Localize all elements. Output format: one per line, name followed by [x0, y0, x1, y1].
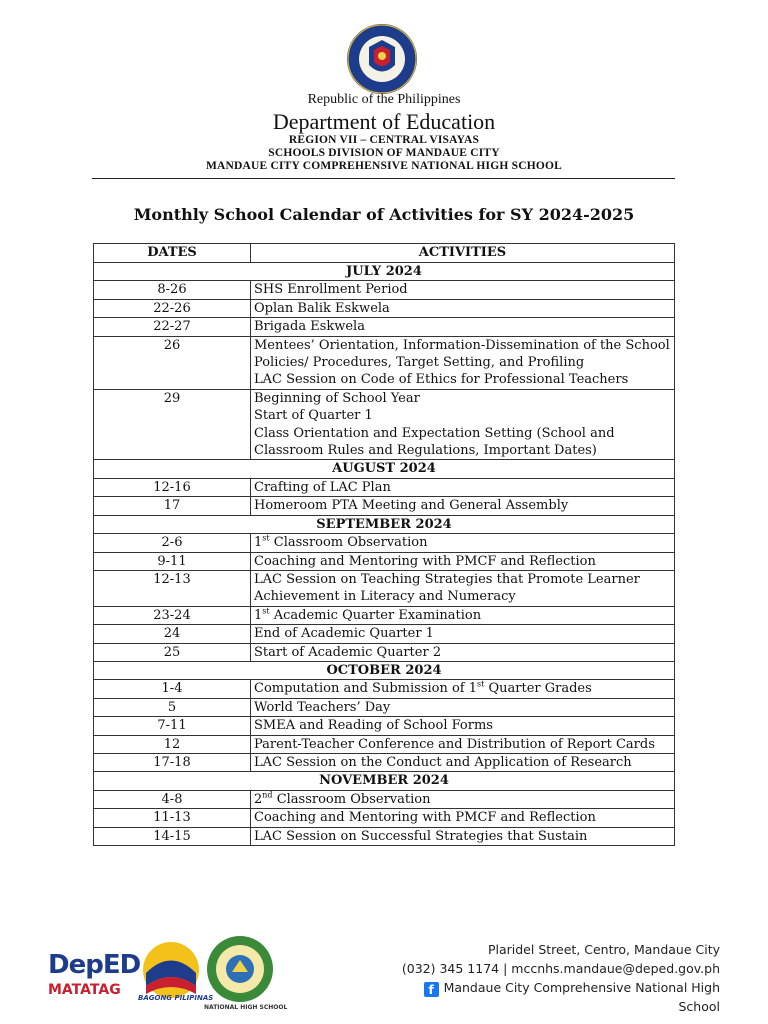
page-title: Monthly School Calendar of Activities for SY 2024-2025 — [133, 205, 635, 224]
activity-cell — [251, 698, 675, 716]
table-header-row — [94, 244, 675, 263]
activity-cell — [251, 606, 675, 624]
region-heading: REGION VII – CENTRAL VISAYAS — [288, 134, 480, 146]
date-cell: 4-8 — [94, 790, 251, 808]
month-row — [94, 263, 675, 281]
activity-line: LAC Session on Teaching Strategies that Promote Learner Achievement in Literacy and Numeracy — [254, 571, 640, 605]
table-row — [94, 534, 675, 552]
date-cell: 7-11 — [94, 717, 251, 735]
activity-cell — [251, 299, 675, 317]
deped-logo: DepED — [48, 950, 141, 980]
activity-line: Beginning of School Year — [254, 390, 420, 406]
table-row — [94, 281, 675, 299]
contact-block — [380, 940, 720, 1016]
activity-line: Start of Academic Quarter 2 — [254, 644, 442, 660]
date-cell: 8-26 — [94, 281, 251, 299]
table-row — [94, 606, 675, 624]
date-cell: 9-11 — [94, 552, 251, 570]
activity-line: Crafting of LAC Plan — [254, 479, 391, 495]
activity-line: SHS Enrollment Period — [254, 282, 408, 298]
facebook-page-text: Mandaue City Comprehensive National High School — [443, 980, 720, 1014]
table-row — [94, 336, 675, 389]
date-cell: 22-26 — [94, 299, 251, 317]
month-row — [94, 460, 675, 478]
table-row — [94, 717, 675, 735]
table-row — [94, 552, 675, 570]
date-cell: 26 — [94, 336, 251, 389]
date-cell: 12 — [94, 735, 251, 753]
activity-line: Coaching and Mentoring with PMCF and Reflection — [254, 810, 596, 826]
table-row — [94, 318, 675, 336]
department-heading: Department of Education — [272, 109, 496, 134]
activity-cell — [251, 827, 675, 845]
table-row — [94, 478, 675, 496]
date-cell: 5 — [94, 698, 251, 716]
activity-line: End of Academic Quarter 1 — [254, 626, 434, 642]
footer-logos — [42, 932, 372, 1017]
calendar-body — [94, 263, 675, 846]
activity-cell — [251, 497, 675, 515]
activity-line: Parent-Teacher Conference and Distribution of Report Cards — [254, 736, 655, 752]
activity-line: 1st Classroom Observation — [254, 533, 428, 551]
activity-line: 1st Academic Quarter Examination — [254, 606, 482, 623]
phone-email-text: (032) 345 1174 | mccnhs.mandaue@deped.gov.ph — [401, 961, 720, 976]
table-row — [94, 497, 675, 515]
month-heading: NOVEMBER 2024 — [94, 772, 675, 790]
calendar-table — [93, 243, 675, 846]
school-logo-text: NATIONAL HIGH SCHOOL — [204, 1004, 288, 1011]
activity-line: Start of Quarter 1 — [254, 408, 373, 424]
address-text: Plaridel Street, Centro, Mandaue City — [487, 942, 720, 957]
month-heading: OCTOBER 2024 — [94, 661, 675, 679]
table-row — [94, 389, 675, 460]
table-row — [94, 753, 675, 771]
table-row — [94, 698, 675, 716]
activity-line: Mentees’ Orientation, Information-Dissemination of the School Policies/ Procedures, Target Setting, and Profiling — [254, 337, 670, 371]
date-cell: 29 — [94, 389, 251, 460]
date-cell: 12-13 — [94, 570, 251, 606]
activity-cell — [251, 753, 675, 771]
activity-line: Class Orientation and Expectation Setting (School and Classroom Rules and Regulations, Important Dates) — [254, 425, 615, 459]
activity-line: LAC Session on Code of Ethics for Professional Teachers — [254, 372, 629, 388]
table-row — [94, 680, 675, 698]
activity-cell — [251, 389, 675, 460]
table-row — [94, 790, 675, 808]
table-row — [94, 827, 675, 845]
facebook-line — [380, 978, 720, 1016]
month-heading: JULY 2024 — [94, 263, 675, 281]
activity-line: Homeroom PTA Meeting and General Assembly — [254, 498, 569, 514]
activity-line: SMEA and Reading of School Forms — [254, 718, 493, 734]
facebook-icon: f — [424, 982, 439, 997]
matatag-logo: MATATAG — [48, 982, 121, 998]
table-row — [94, 299, 675, 317]
activity-line: LAC Session on the Conduct and Application of Research — [254, 754, 632, 770]
date-cell: 17 — [94, 497, 251, 515]
month-row — [94, 661, 675, 679]
activity-cell — [251, 534, 675, 552]
date-cell: 24 — [94, 625, 251, 643]
month-row — [94, 515, 675, 533]
republic-heading: Republic of the Philippines — [307, 92, 461, 107]
date-cell: 25 — [94, 643, 251, 661]
dates-column-header: DATES — [94, 244, 251, 263]
activities-column-header: ACTIVITIES — [251, 244, 675, 263]
activity-cell — [251, 735, 675, 753]
header-divider — [92, 178, 675, 179]
activity-cell — [251, 643, 675, 661]
activity-cell — [251, 809, 675, 827]
month-heading: SEPTEMBER 2024 — [94, 515, 675, 533]
division-heading: SCHOOLS DIVISION OF MANDAUE CITY — [268, 147, 500, 159]
activity-line: Coaching and Mentoring with PMCF and Reflection — [254, 553, 596, 569]
table-row — [94, 735, 675, 753]
school-logo — [205, 934, 275, 1004]
month-row — [94, 772, 675, 790]
table-row — [94, 625, 675, 643]
date-cell: 22-27 — [94, 318, 251, 336]
school-heading: MANDAUE CITY COMPREHENSIVE NATIONAL HIGH SCHOOL — [205, 160, 563, 172]
date-cell: 12-16 — [94, 478, 251, 496]
table-row — [94, 570, 675, 606]
activity-line: LAC Session on Successful Strategies that Sustain — [254, 828, 588, 844]
activity-cell — [251, 790, 675, 808]
activity-cell — [251, 478, 675, 496]
date-cell: 11-13 — [94, 809, 251, 827]
activity-cell — [251, 570, 675, 606]
activity-line: Brigada Eskwela — [254, 319, 365, 335]
activity-cell — [251, 318, 675, 336]
bagong-pilipinas-text: BAGONG PILIPINAS — [138, 994, 214, 1002]
date-cell: 2-6 — [94, 534, 251, 552]
activity-cell — [251, 552, 675, 570]
date-cell: 14-15 — [94, 827, 251, 845]
month-heading: AUGUST 2024 — [94, 460, 675, 478]
table-row — [94, 809, 675, 827]
activity-cell — [251, 680, 675, 698]
date-cell: 23-24 — [94, 606, 251, 624]
deped-seal-logo — [345, 22, 419, 96]
activity-cell — [251, 717, 675, 735]
activity-cell — [251, 625, 675, 643]
date-cell: 17-18 — [94, 753, 251, 771]
activity-line: 2nd Classroom Observation — [254, 790, 431, 807]
activity-line: Computation and Submission of 1st Quarter Grades — [254, 680, 592, 697]
activity-cell — [251, 336, 675, 389]
table-row — [94, 643, 675, 661]
activity-cell — [251, 281, 675, 299]
activity-line: World Teachers’ Day — [254, 699, 391, 715]
activity-line: Oplan Balik Eskwela — [254, 300, 390, 316]
date-cell: 1-4 — [94, 680, 251, 698]
